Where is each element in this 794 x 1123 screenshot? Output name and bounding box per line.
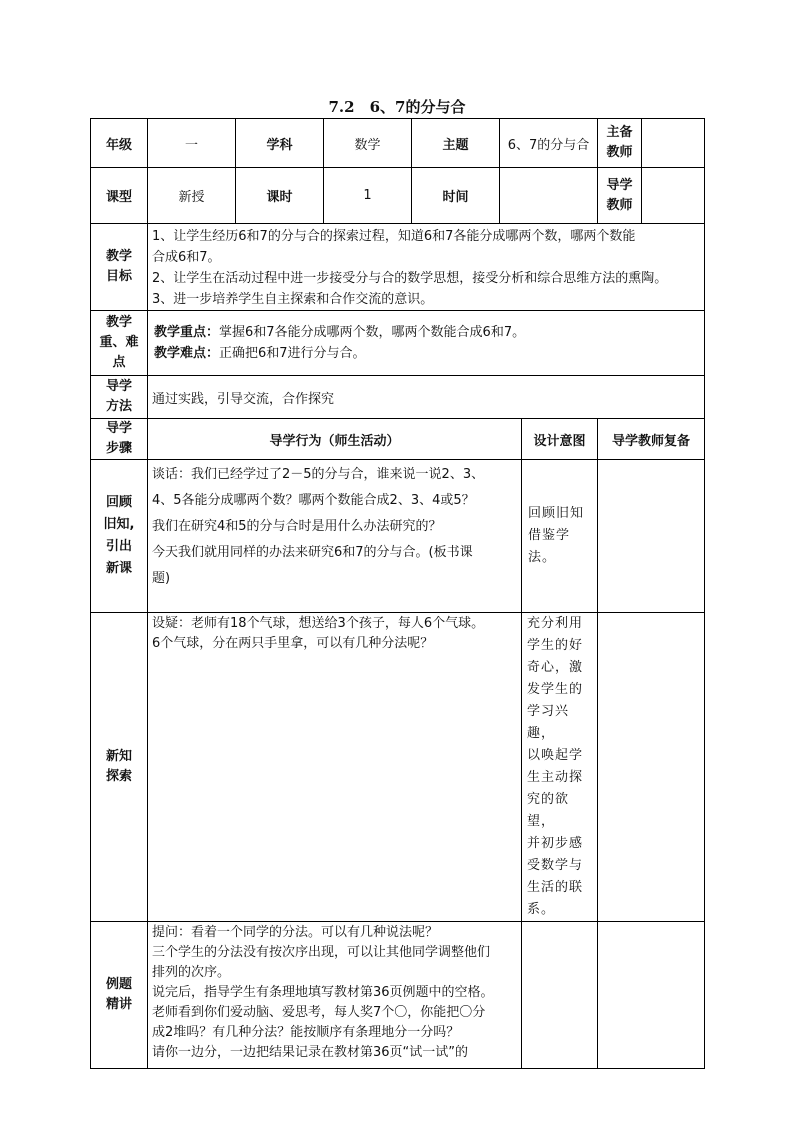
method-label-line2: 方法 <box>105 399 132 414</box>
method-text: 通过实践，引导交流，合作探究 <box>148 376 705 419</box>
activity-header: 导学行为（师生活动） <box>148 419 522 460</box>
review-line: 题) <box>152 571 171 586</box>
difficult-point-content: 正确把6和7进行分与合。 <box>219 346 366 361</box>
subject-label: 学科 <box>236 119 324 168</box>
review-label-line1: 回顾 <box>105 495 132 510</box>
review-label-line3: 引出 <box>105 539 132 554</box>
info-row-1 <box>91 119 705 168</box>
review-line: 谈话：我们已经学过了2－5的分与合，谁来说一说2、3、 <box>152 467 485 482</box>
lesson-plan-table <box>90 118 705 1069</box>
explore-intent-line: 奇心，激 <box>527 660 584 675</box>
explore-intent-line: 并初步感 <box>527 836 584 851</box>
review-intent-line1: 回顾旧知 <box>528 506 585 521</box>
example-design-intent <box>522 922 598 1069</box>
key-points-row <box>91 311 705 376</box>
key-points-label-line1: 教学 <box>105 315 132 330</box>
example-line: 老师看到你们爱动脑、爱思考，每人奖7个〇，你能把〇分 <box>152 1005 486 1020</box>
example-teacher-notes <box>598 922 705 1069</box>
objectives-row <box>91 224 705 311</box>
key-points-text <box>148 311 705 376</box>
example-line: 成2堆吗？有几种分法？能按顺序有条理地分一分吗？ <box>152 1025 460 1040</box>
example-line: 三个学生的分法没有按次序出现，可以让其他同学调整他们 <box>152 945 491 960</box>
lead-teacher-value <box>642 119 705 168</box>
review-label-line4: 新课 <box>105 561 132 576</box>
steps-label-line1: 导学 <box>105 421 132 436</box>
objective-line: 2、让学生在活动过程中进一步接受分与合的数学思想，接受分析和综合思维方法的熏陶。 <box>152 271 668 286</box>
explore-intent-line: 生主动探 <box>527 770 584 785</box>
key-point-line <box>154 322 700 343</box>
steps-header-row <box>91 419 705 460</box>
review-row <box>91 460 705 613</box>
explore-row <box>91 613 705 922</box>
review-label <box>91 460 148 613</box>
explore-intent-line: 系。 <box>527 902 556 917</box>
key-point-title: 教学重点： <box>154 325 220 340</box>
explore-line: 6个气球，分在两只手里拿，可以有几种分法呢？ <box>152 636 434 651</box>
explore-label <box>91 613 148 922</box>
explore-design-intent <box>522 613 598 922</box>
design-intent-header: 设计意图 <box>522 419 598 460</box>
subject-value: 数学 <box>324 119 412 168</box>
example-activity <box>148 922 522 1069</box>
review-line: 今天我们就用同样的办法来研究6和7的分与合。(板书课 <box>152 545 473 560</box>
review-line: 我们在研究4和5的分与合时是用什么办法研究的？ <box>152 519 442 534</box>
review-line: 4、5各能分成哪两个数？哪两个数能合成2、3、4或5？ <box>152 493 475 508</box>
difficult-point-line <box>154 343 700 364</box>
explore-activity <box>148 613 522 922</box>
guide-teacher-label-line1: 导学 <box>606 177 633 193</box>
example-label-line1: 例题 <box>105 977 132 992</box>
objective-line: 1、让学生经历6和7的分与合的探索过程，知道6和7各能分成哪两个数，哪两个数能 <box>152 229 636 244</box>
teacher-review-header: 导学教师复备 <box>598 419 705 460</box>
key-points-label-line3: 点 <box>112 355 126 370</box>
example-line: 提问：看着一个同学的分法。可以有几种说法呢？ <box>152 925 439 940</box>
explore-teacher-notes <box>598 613 705 922</box>
review-teacher-notes <box>598 460 705 613</box>
difficult-point-title: 教学难点： <box>154 346 220 361</box>
objectives-label-line1: 教学 <box>105 249 132 264</box>
method-row <box>91 376 705 419</box>
guide-teacher-label <box>598 168 642 224</box>
type-label: 课型 <box>91 168 148 224</box>
objective-line: 合成6和7。 <box>152 250 221 265</box>
info-row-2 <box>91 168 705 224</box>
explore-intent-line: 受数学与 <box>527 858 584 873</box>
example-line: 排列的次序。 <box>152 965 231 980</box>
explore-intent-line: 充分利用 <box>527 616 584 631</box>
lead-teacher-label <box>598 119 642 168</box>
objectives-label-line2: 目标 <box>105 269 132 284</box>
objectives-text <box>148 224 705 311</box>
explore-intent-line: 学生的好 <box>527 638 584 653</box>
hours-label: 课时 <box>236 168 324 224</box>
example-label <box>91 922 148 1069</box>
lead-teacher-label-line1: 主备 <box>606 125 633 140</box>
review-activity <box>148 460 522 613</box>
objectives-label <box>91 224 148 311</box>
review-intent-line2: 借鉴学法。 <box>528 528 571 565</box>
steps-label-line2: 步骤 <box>105 441 132 456</box>
example-row <box>91 922 705 1069</box>
lead-teacher-label-line2: 教师 <box>606 145 633 160</box>
objective-line: 3、进一步培养学生自主探索和合作交流的意识。 <box>152 292 434 307</box>
topic-label: 主题 <box>412 119 500 168</box>
explore-intent-line: 生活的联 <box>527 880 584 895</box>
explore-label-line2: 探索 <box>105 769 132 784</box>
explore-intent-line: 以唤起学 <box>527 748 584 763</box>
time-value <box>500 168 598 224</box>
explore-label-line1: 新知 <box>105 749 132 764</box>
review-design-intent <box>522 460 598 613</box>
explore-intent-line: 究的欲望， <box>527 792 570 829</box>
grade-value: 一 <box>148 119 236 168</box>
key-points-label <box>91 311 148 376</box>
example-label-line2: 精讲 <box>105 997 132 1012</box>
example-line: 请你一边分，一边把结果记录在教材第36页“试一试”的 <box>152 1045 469 1060</box>
review-label-line2: 旧知, <box>103 517 135 532</box>
hours-value: 1 <box>324 168 412 224</box>
key-point-content: 掌握6和7各能分成哪两个数，哪两个数能合成6和7。 <box>219 325 526 340</box>
steps-label <box>91 419 148 460</box>
page-title: 7.2 6、7的分与合 <box>328 98 466 116</box>
explore-line: 设疑：老师有18个气球，想送给3个孩子，每人6个气球。 <box>152 616 485 631</box>
example-line: 说完后，指导学生有条理地填写教材第36页例题中的空格。 <box>152 985 494 1000</box>
guide-teacher-label-line2: 教师 <box>606 197 633 213</box>
key-points-label-line2: 重、难 <box>99 335 139 350</box>
method-label <box>91 376 148 419</box>
explore-intent-line: 发学生的 <box>527 682 584 697</box>
type-value: 新授 <box>148 168 236 224</box>
time-label: 时间 <box>412 168 500 224</box>
topic-value: 6、7的分与合 <box>500 119 598 168</box>
method-label-line1: 导学 <box>105 379 132 394</box>
explore-intent-line: 学习兴趣， <box>527 704 570 741</box>
grade-label: 年级 <box>91 119 148 168</box>
guide-teacher-value <box>642 168 705 224</box>
